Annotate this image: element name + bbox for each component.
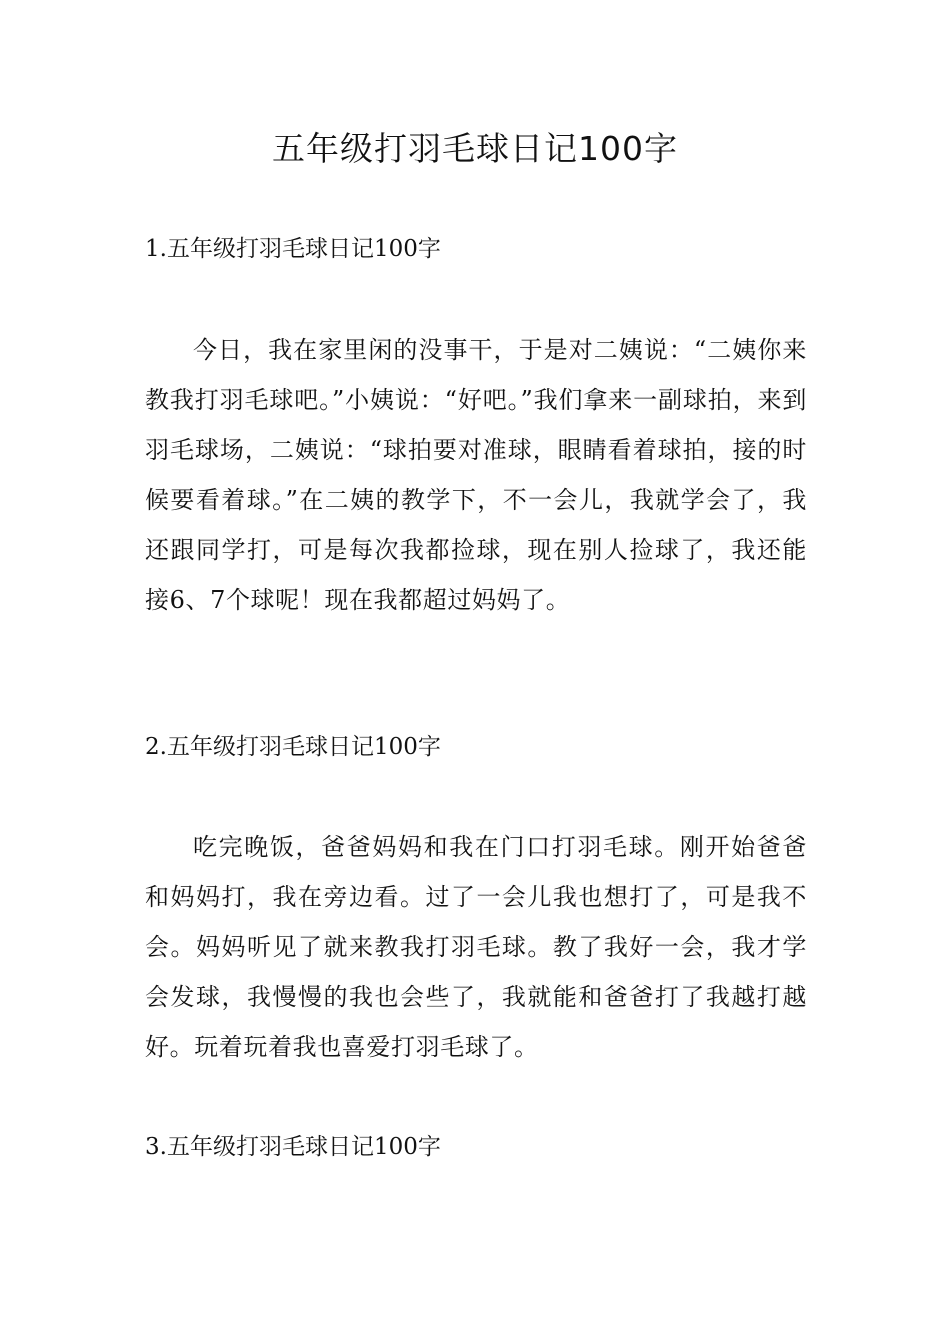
section-paragraph-2: 吃完晚饭，爸爸妈妈和我在门口打羽毛球。刚开始爸爸和妈妈打，我在旁边看。过了一会儿我也想打了，可是我不会。妈妈听见了就来教我打羽毛球。教了我好一会，我才学会发球，我慢慢的我也会些了，我就能和爸爸打了我越打越好。玩着玩着我也喜爱打羽毛球了。	[145, 833, 807, 1061]
section-heading-3: 3.五年级打羽毛球日记100字	[145, 1134, 441, 1160]
section-paragraph-1: 今日，我在家里闲的没事干，于是对二姨说：“二姨你来教我打羽毛球吧。”小姨说：“好吧。”我们拿来一副球拍，来到羽毛球场，二姨说：“球拍要对准球，眼睛看着球拍，接的时候要看着球。”在二姨的教学下，不一会儿，我就学会了，我还跟同学打，可是每次我都捡球，现在别人捡球了，我还能接6、7个球呢！现在我都超过妈妈了。	[145, 336, 807, 614]
section-heading-1: 1.五年级打羽毛球日记100字	[145, 236, 441, 262]
section-heading-2: 2.五年级打羽毛球日记100字	[145, 734, 441, 760]
page-title: 五年级打羽毛球日记100字	[272, 129, 678, 168]
